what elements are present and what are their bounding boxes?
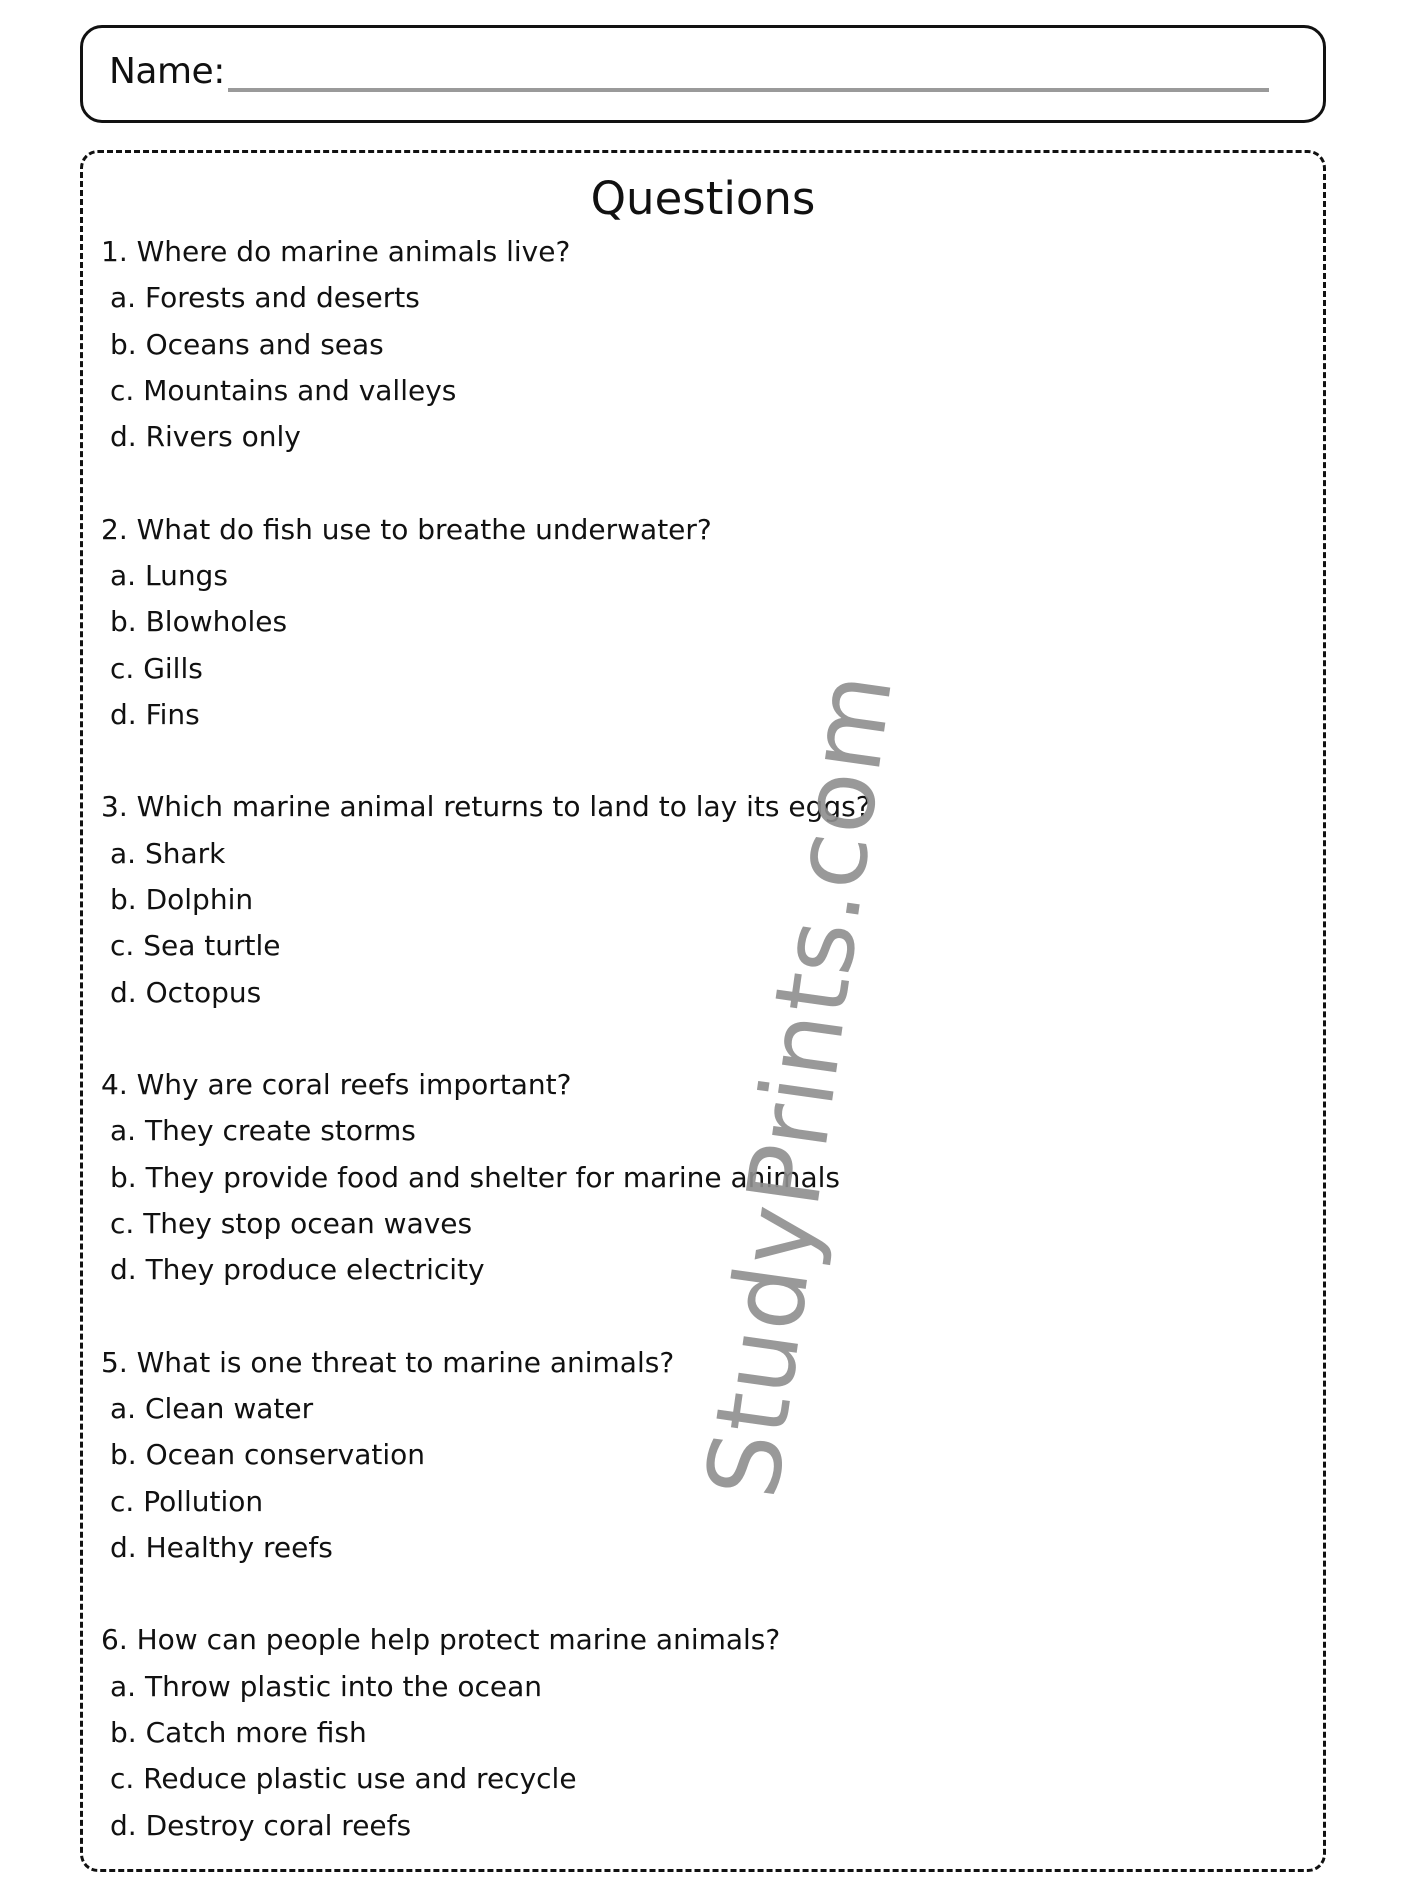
option-c: c. Reduce plastic use and recycle [110,1762,577,1796]
option-a: a. Throw plastic into the ocean [110,1669,543,1703]
question-4 [101,1062,1303,1293]
question-text: 6. How can people help protect marine animals? [101,1623,781,1657]
option-c: c. Sea turtle [110,929,281,963]
option-d: d. Fins [110,697,200,731]
option-a: a. Clean water [110,1391,314,1425]
option-b: b. Oceans and seas [110,327,384,361]
option-d: d. Destroy coral reefs [110,1808,412,1842]
option-b: b. Ocean conservation [110,1438,425,1472]
option-a: a. Forests and deserts [110,281,420,315]
option-b: b. Dolphin [110,882,254,916]
name-label: Name: [109,51,225,92]
option-b: b. They provide food and shelter for marine animals [110,1160,840,1194]
question-text: 2. What do fish use to breathe underwater? [101,512,712,546]
name-blank-line[interactable] [228,88,1269,92]
question-text: 1. Where do marine animals live? [101,235,571,268]
option-d: d. Healthy reefs [110,1530,333,1564]
option-d: d. Rivers only [110,420,301,454]
option-c: c. Pollution [110,1484,264,1518]
option-d: d. They produce electricity [110,1253,485,1287]
watermark: StudyPrints.com [683,665,916,1505]
question-text: 3. Which marine animal returns to land to lay its eggs? [101,790,871,824]
question-list [101,229,1303,1895]
option-d: d. Octopus [110,975,262,1009]
question-text: 4. Why are coral reefs important? [101,1068,572,1102]
question-1 [101,229,1303,460]
name-box [80,25,1326,123]
question-6 [101,1617,1303,1848]
option-a: a. Shark [110,836,226,870]
question-5 [101,1340,1303,1571]
option-c: c. They stop ocean waves [110,1206,473,1240]
option-a: a. They create storms [110,1114,416,1148]
option-c: c. Mountains and valleys [110,373,457,407]
questions-box [80,150,1326,1872]
questions-title: Questions [590,172,816,225]
question-text: 5. What is one threat to marine animals? [101,1345,675,1379]
question-3 [101,784,1303,1015]
option-b: b. Catch more fish [110,1715,367,1749]
option-a: a. Lungs [110,558,228,592]
question-2 [101,507,1303,738]
option-b: b. Blowholes [110,605,288,639]
option-c: c. Gills [110,651,203,685]
